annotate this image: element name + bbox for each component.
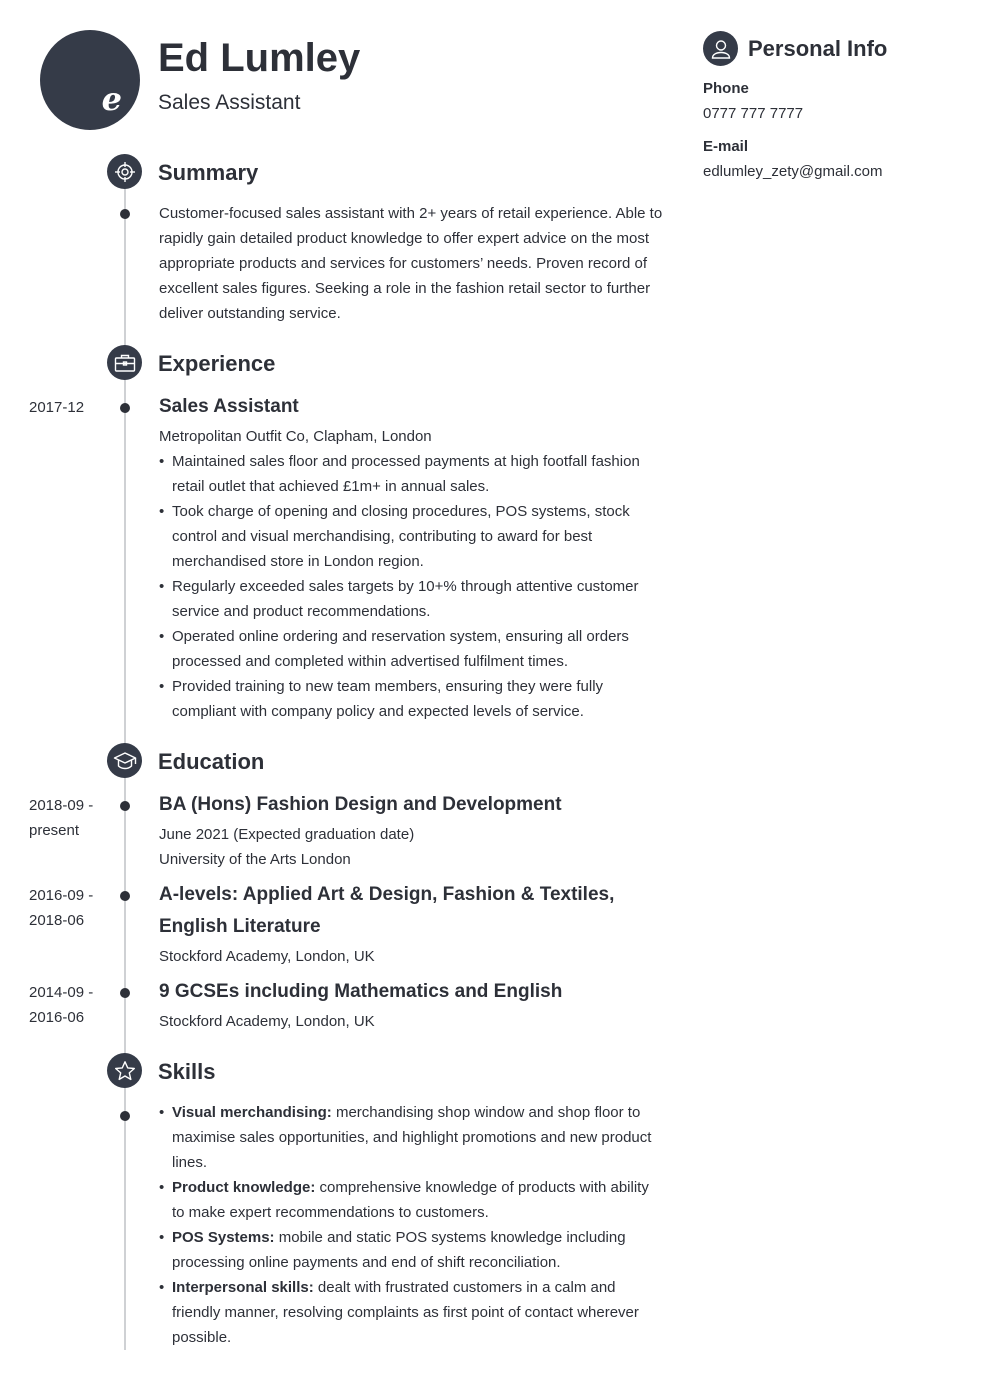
- education-degree: A-levels: Applied Art & Design, Fashion & Textiles, English Literature: [159, 884, 615, 937]
- skill-name: Product knowledge:: [172, 1179, 316, 1196]
- target-icon: [107, 154, 142, 189]
- education-date-start: 2016-09 -: [29, 887, 94, 904]
- list-item: • Took charge of opening and closing procedures, POS systems, stock control and visual merchandising, contributing to award for best merchandised store in London region.: [159, 499, 654, 574]
- education-institution: Stockford Academy, London, UK: [159, 948, 375, 965]
- timeline-dot: [120, 988, 130, 998]
- skill-name: Visual merchandising:: [172, 1104, 332, 1121]
- summary-text: Customer-focused sales assistant with 2+ years of retail experience. Able to rapidly gain detailed product knowledge to offer expert advice on the most appropriate products and services for customers’ needs. Proven record of excellent sales figures. Seeking a role in the fashion retail sector to further deliver outstanding service.: [159, 205, 663, 322]
- education-degree: BA (Hons) Fashion Design and Development: [159, 794, 562, 815]
- list-item: [159, 1225, 659, 1275]
- education-detail: June 2021 (Expected graduation date): [159, 826, 415, 843]
- list-item: • Regularly exceeded sales targets by 10+% through attentive customer service and product recommendations.: [159, 574, 654, 624]
- avatar: [40, 30, 140, 130]
- education-institution: Stockford Academy, London, UK: [159, 1013, 375, 1030]
- skills-list: [159, 1100, 659, 1350]
- skill-description: merchandising shop window and shop floor to maximise sales opportunities, and highlight promotions and new product lines.: [172, 1104, 652, 1171]
- timeline-dot: [120, 1111, 130, 1121]
- avatar-monogram: e: [101, 80, 122, 118]
- experience-heading: Experience: [158, 351, 276, 376]
- skills-heading: Skills: [158, 1059, 216, 1084]
- phone-label: Phone: [703, 80, 749, 97]
- experience-company: Metropolitan Outfit Co, Clapham, London: [159, 428, 432, 445]
- education-degree: 9 GCSEs including Mathematics and English: [159, 981, 563, 1002]
- education-date-end: present: [29, 822, 80, 839]
- summary-heading: Summary: [158, 160, 259, 185]
- skill-description: dealt with frustrated customers in a calm and friendly manner, resolving complaints as first point of contact wherever possible.: [172, 1279, 639, 1346]
- education-date-end: 2016-06: [29, 1009, 85, 1026]
- list-item: [159, 1175, 659, 1225]
- education-date-start: 2014-09 -: [29, 984, 94, 1001]
- education-date: [29, 883, 109, 933]
- education-heading: Education: [158, 749, 265, 774]
- education-date: [29, 793, 109, 843]
- list-item: • Operated online ordering and reservation system, ensuring all orders processed and completed within advertised fulfilment times.: [159, 624, 654, 674]
- personal-info-heading: Personal Info: [748, 36, 888, 61]
- list-item: • Maintained sales floor and processed payments at high footfall fashion retail outlet that achieved £1m+ in annual sales.: [159, 449, 654, 499]
- timeline-dot: [120, 403, 130, 413]
- education-institution: University of the Arts London: [159, 851, 351, 868]
- experience-bullets: [159, 449, 654, 724]
- star-icon: [107, 1053, 142, 1088]
- skill-name: POS Systems:: [172, 1229, 275, 1246]
- email-label: E-mail: [703, 138, 749, 155]
- phone-value: 0777 777 7777: [703, 105, 804, 122]
- experience-date: 2017-12: [29, 399, 85, 416]
- candidate-job-title: Sales Assistant: [158, 91, 301, 114]
- education-date: [29, 980, 109, 1030]
- skill-description: comprehensive knowledge of products with ability to make expert recommendations to customers.: [172, 1179, 649, 1221]
- experience-role: Sales Assistant: [159, 396, 299, 417]
- list-item: [159, 1275, 659, 1350]
- graduation-cap-icon: [107, 743, 142, 778]
- skill-name: Interpersonal skills:: [172, 1279, 314, 1296]
- list-item: • Provided training to new team members, ensuring they were fully compliant with company policy and expected levels of service.: [159, 674, 654, 724]
- education-date-end: 2018-06: [29, 912, 85, 929]
- user-icon: [703, 31, 738, 66]
- candidate-name: Ed Lumley: [158, 36, 361, 80]
- education-date-start: 2018-09 -: [29, 797, 94, 814]
- timeline-dot: [120, 801, 130, 811]
- timeline-dot: [120, 209, 130, 219]
- email-value: edlumley_zety@gmail.com: [703, 163, 883, 180]
- timeline-dot: [120, 891, 130, 901]
- skill-description: mobile and static POS systems knowledge including processing online payments and end of shift reconciliation.: [172, 1229, 626, 1271]
- list-item: [159, 1100, 659, 1175]
- briefcase-icon: [107, 345, 142, 380]
